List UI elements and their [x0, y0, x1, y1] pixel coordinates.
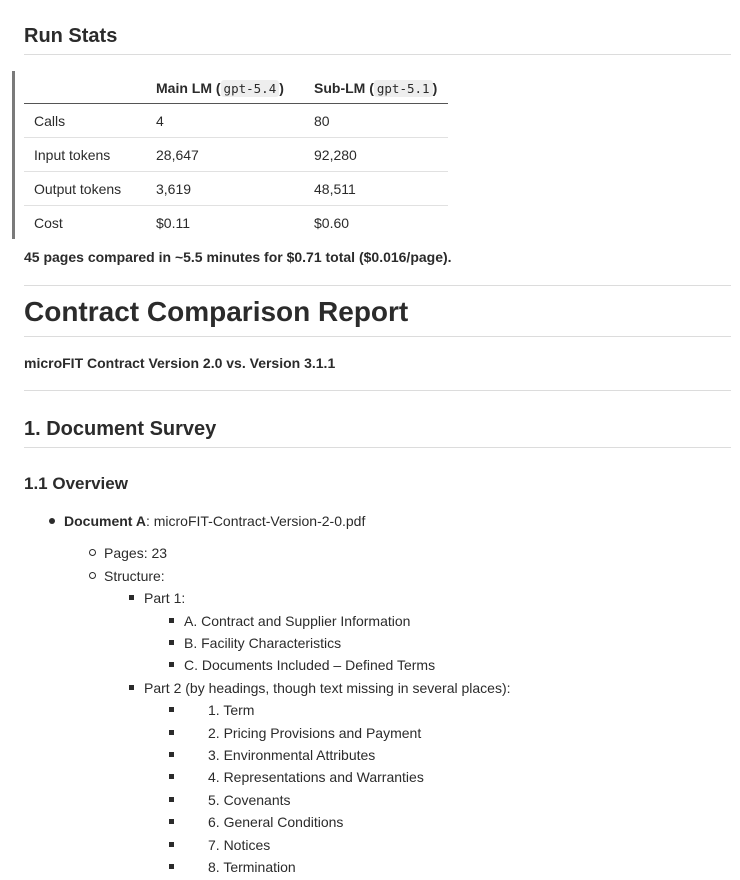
row-sub-value: 92,280	[304, 138, 448, 172]
square-bullet-icon	[129, 595, 134, 600]
table-row	[24, 104, 448, 138]
row-sub-value: 80	[304, 104, 448, 138]
row-main-value: 4	[146, 104, 304, 138]
row-main-value: $0.11	[156, 214, 190, 231]
square-bullet-icon	[169, 730, 174, 735]
doc-a-pages: Pages: 23	[104, 545, 168, 562]
table-row	[24, 206, 448, 240]
square-bullet-icon	[169, 774, 174, 779]
square-bullet-icon	[169, 797, 174, 802]
list-item	[144, 677, 731, 879]
square-bullet-icon	[129, 685, 134, 690]
run-stats-blockquote	[12, 71, 731, 239]
row-label: Cost	[34, 214, 63, 231]
list-item	[104, 565, 731, 879]
run-summary: 45 pages compared in ~5.5 minutes for $0.71 total ($0.016/page).	[24, 249, 731, 286]
list-item	[64, 510, 731, 879]
square-bullet-icon	[169, 864, 174, 869]
part-2-label: Part 2 (by headings, though text missing in several places):	[144, 679, 511, 696]
square-bullet-icon	[169, 640, 174, 645]
circle-bullet-icon	[89, 549, 96, 556]
list-item	[104, 542, 731, 564]
square-bullet-icon	[169, 752, 174, 757]
header-sub-lm: Sub-LM ( gpt-5.1 )	[304, 71, 448, 104]
part-1-list	[144, 610, 731, 677]
list-item: C. Documents Included – Defined Terms	[184, 654, 731, 676]
square-bullet-icon	[169, 618, 174, 623]
report-subtitle: microFIT Contract Version 2.0 vs. Version 3.1.1	[24, 337, 731, 391]
row-label: Input tokens	[24, 138, 146, 172]
list-item: 6. General Conditions	[184, 811, 731, 833]
square-bullet-icon	[169, 707, 174, 712]
table-header-row	[24, 71, 448, 104]
list-item: 5. Covenants	[184, 789, 731, 811]
table-row	[24, 172, 448, 206]
run-stats-heading: Run Stats	[24, 0, 731, 55]
list-item: 2. Pricing Provisions and Payment	[184, 722, 731, 744]
list-item	[144, 587, 731, 677]
list-item: B. Facility Characteristics	[184, 632, 731, 654]
square-bullet-icon	[169, 662, 174, 667]
doc-a-structure: Structure:	[104, 567, 165, 584]
doc-a-details	[64, 542, 731, 878]
list-item: 7. Notices	[184, 834, 731, 856]
row-sub-value: $0.60	[314, 214, 350, 231]
square-bullet-icon	[169, 819, 174, 824]
header-main-lm: Main LM ( gpt-5.4 )	[146, 71, 304, 104]
table-row	[24, 138, 448, 172]
run-stats-table	[24, 71, 448, 239]
circle-bullet-icon	[89, 572, 96, 579]
overview-list	[24, 510, 731, 879]
doc-a-label: Document A	[64, 513, 146, 529]
square-bullet-icon	[169, 842, 174, 847]
row-label: Calls	[24, 104, 146, 138]
report-title: Contract Comparison Report	[24, 286, 731, 337]
main-model-code: gpt-5.4	[221, 80, 280, 97]
doc-a-filename: : microFIT-Contract-Version-2-0.pdf	[145, 513, 366, 529]
row-main-value: 3,619	[146, 172, 304, 206]
list-item: 8. Termination	[184, 856, 731, 878]
blockquote-bar	[12, 71, 15, 239]
row-label: Output tokens	[24, 172, 146, 206]
list-item: 4. Representations and Warranties	[184, 766, 731, 788]
sub-model-code: gpt-5.1	[374, 80, 433, 97]
structure-list	[104, 587, 731, 878]
part-1-label: Part 1:	[144, 590, 186, 607]
list-item: 3. Environmental Attributes	[184, 744, 731, 766]
row-main-value: 28,647	[146, 138, 304, 172]
list-item: 1. Term	[184, 699, 731, 721]
section-document-survey: 1. Document Survey	[24, 391, 731, 448]
header-blank	[24, 71, 146, 104]
subsection-overview: 1.1 Overview	[24, 474, 128, 493]
row-sub-value: 48,511	[304, 172, 448, 206]
disc-bullet-icon	[49, 518, 55, 524]
list-item: A. Contract and Supplier Information	[184, 610, 731, 632]
part-2-list	[144, 699, 731, 878]
